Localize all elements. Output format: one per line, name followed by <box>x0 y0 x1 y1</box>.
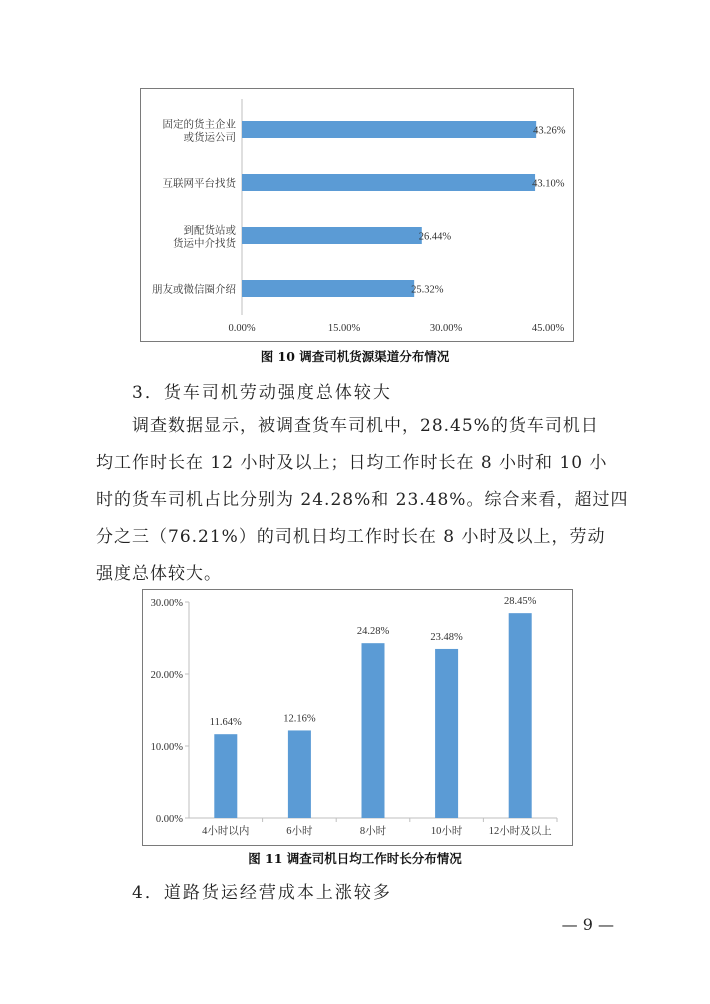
category-label: 8小时 <box>359 826 387 837</box>
bar <box>362 643 385 818</box>
bar <box>288 730 311 818</box>
paragraph-line: 强度总体较大。 <box>96 564 222 584</box>
category-label: 10小时 <box>430 826 463 837</box>
channel-bar-chart-svg <box>141 89 573 341</box>
figure-10-caption: 图 10 调查司机货源渠道分布情况 <box>260 349 450 364</box>
bar <box>242 227 422 244</box>
paragraph-line: 均工作时长在 12 小时及以上；日均工作时长在 8 小时和 10 小 <box>96 453 608 473</box>
data-label: 23.48% <box>430 631 463 643</box>
category-label: 到配货站或货运中介找货 <box>173 225 236 250</box>
work-hours-bar-chart-svg <box>143 590 572 845</box>
channel-distribution-chart <box>140 88 574 342</box>
bar <box>509 613 532 818</box>
data-label: 25.32% <box>411 284 444 296</box>
data-label: 12.16% <box>283 713 316 725</box>
category-label: 互联网平台找货 <box>162 178 236 190</box>
bar <box>242 280 414 297</box>
x-tick-label: 0.00% <box>228 323 256 334</box>
category-label: 固定的货主企业或货运公司 <box>162 119 236 144</box>
section-3-heading: 3．货车司机劳动强度总体较大 <box>132 383 392 403</box>
data-label: 26.44% <box>418 231 452 243</box>
bar <box>242 121 536 138</box>
category-label: 6小时 <box>286 826 313 837</box>
category-label: 12小时及以上 <box>488 826 552 837</box>
bar <box>242 174 535 191</box>
paragraph-line: 时的货车司机占比分别为 24.28%和 23.48%。综合来看，超过四 <box>96 490 629 510</box>
paragraph-line: 调查数据显示，被调查货车司机中，28.45%的货车司机日 <box>132 416 599 436</box>
y-tick-label: 0.00% <box>155 814 183 825</box>
bar <box>214 734 237 818</box>
y-tick-label: 10.00% <box>150 742 183 753</box>
x-tick-label: 45.00% <box>531 323 565 334</box>
y-tick-label: 20.00% <box>150 670 183 681</box>
work-hours-chart <box>142 589 573 846</box>
section-4-heading: 4．道路货运经营成本上涨较多 <box>132 883 392 903</box>
category-label: 4小时以内 <box>202 826 250 837</box>
data-label: 11.64% <box>209 717 242 729</box>
data-label: 43.10% <box>532 178 565 190</box>
y-tick-label: 30.00% <box>150 598 183 609</box>
category-label: 朋友或微信圈介绍 <box>152 284 236 296</box>
data-label: 28.45% <box>504 596 537 608</box>
x-tick-label: 15.00% <box>327 323 361 334</box>
data-label: 24.28% <box>356 626 390 638</box>
x-tick-label: 30.00% <box>429 323 463 334</box>
body-paragraph <box>96 408 629 593</box>
paragraph-line: 分之三（76.21%）的司机日均工作时长在 8 小时及以上，劳动 <box>96 527 606 547</box>
figure-11-caption: 图 11 调查司机日均工作时长分布情况 <box>248 851 462 866</box>
bar <box>435 649 458 818</box>
page-number: — 9 — <box>561 915 614 934</box>
data-label: 43.26% <box>533 125 566 137</box>
